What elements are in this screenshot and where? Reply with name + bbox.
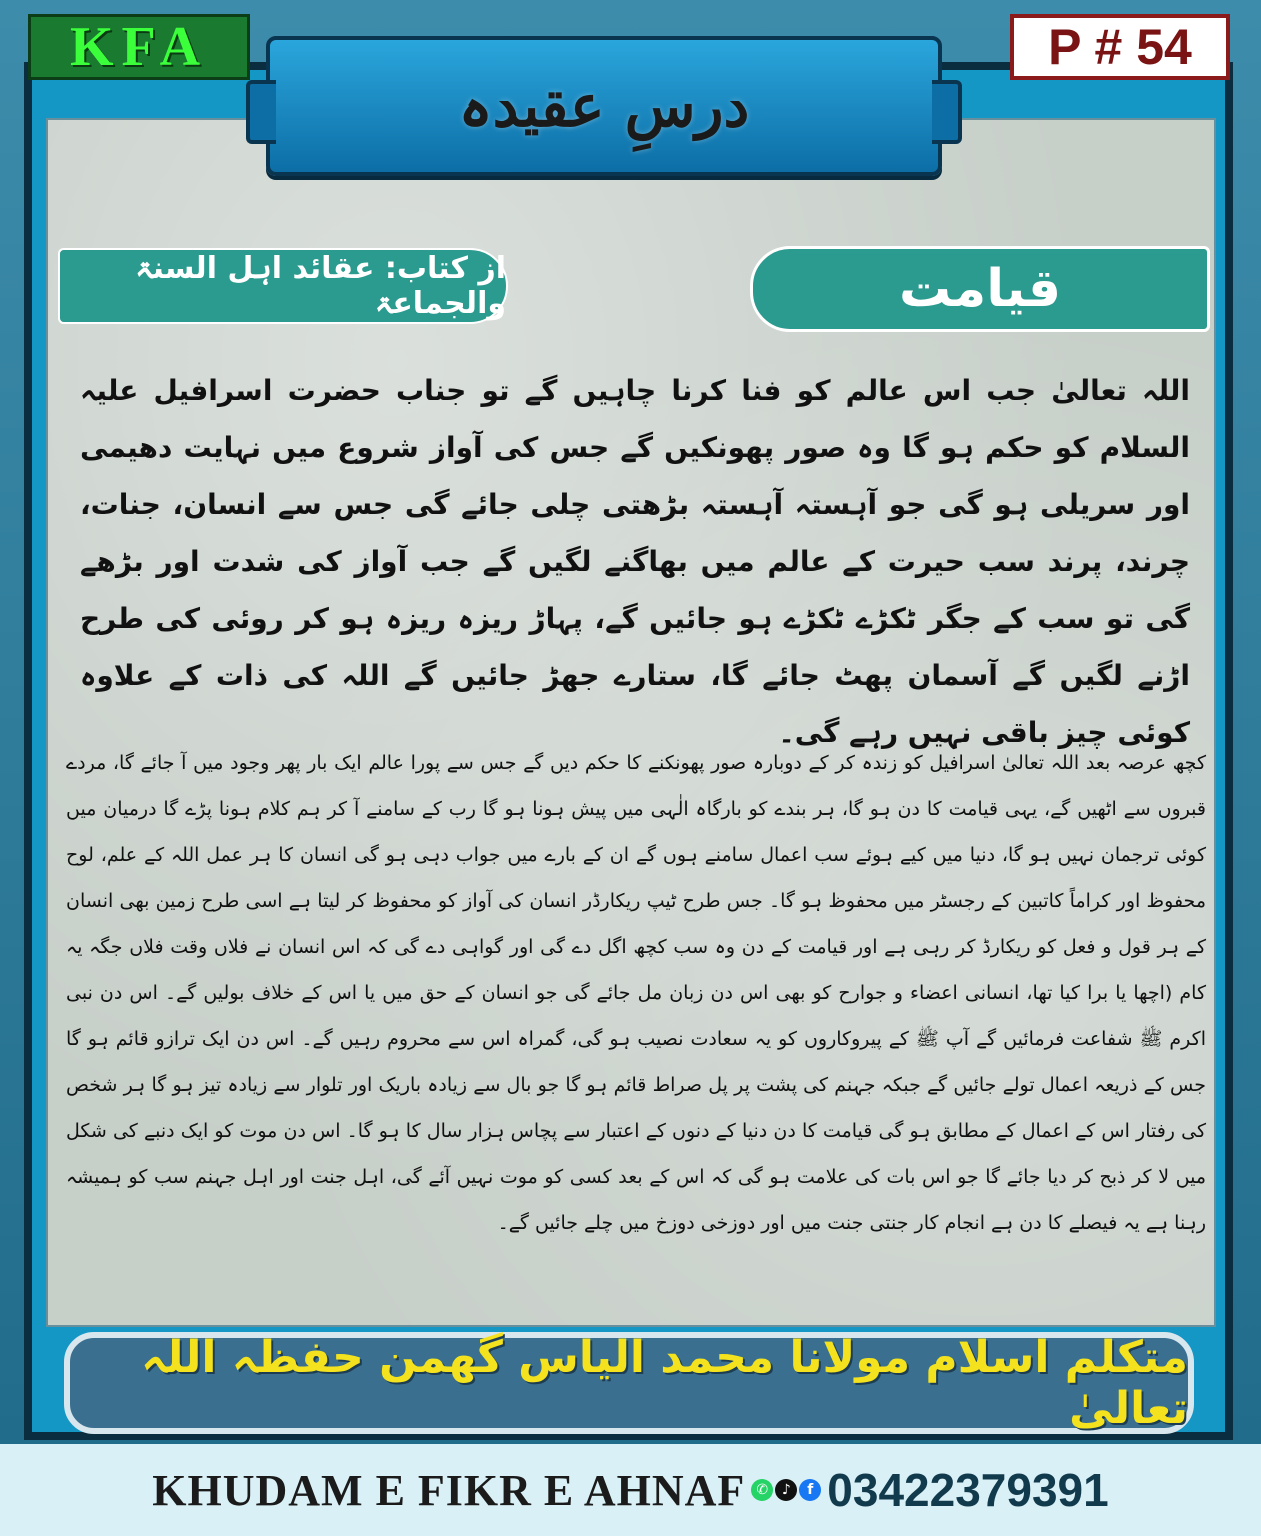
social-icons	[751, 1479, 821, 1501]
title-banner	[266, 36, 942, 176]
topic-tag	[750, 246, 1210, 332]
organization-name: KHUDAM E FIKR E AHNAF	[152, 1465, 746, 1515]
book-source-text: از کتاب: عقائد اہل السنۃ والجماعۃ	[135, 251, 506, 321]
footer-bar	[0, 1444, 1261, 1536]
tiktok-icon: ♪	[775, 1479, 797, 1501]
facebook-icon: f	[799, 1479, 821, 1501]
topic-text: قیامت	[898, 259, 1062, 319]
book-source-tag	[58, 248, 508, 324]
author-name: متکلم اسلام مولانا محمد الیاس گھمن حفظہ اللہ تعالیٰ	[141, 1332, 1188, 1434]
page-number-badge	[1010, 14, 1230, 80]
page-number-text: P # 54	[1048, 19, 1192, 75]
lead-paragraph: اللہ تعالیٰ جب اس عالم کو فنا کرنا چاہیں گے تو جناب حضرت اسرافیل علیہ السلام کو حکم ہو گا وہ صور پھونکیں گے جس کی آواز شروع میں نہایت دھیمی اور سریلی ہو گی جو آہستہ آہستہ بڑھتی چلی جائے گی جس سے انسان، جنات، چرند، پرند سب حیرت کے عالم میں بھاگنے لگیں گے جب آواز کی شدت اور بڑھے گی تو سب کے جگر ٹکڑے ٹکڑے ہو جائیں گے، پہاڑ ریزہ ریزہ ہو کر روئی کی طرح اڑنے لگیں گے آسمان پھٹ جائے گا، ستارے جھڑ جائیں گے اللہ کی ذات کے علاوہ کوئی چیز باقی نہیں رہے گی۔	[80, 374, 1190, 749]
brand-badge	[28, 14, 250, 80]
brand-text: KFA	[69, 16, 209, 78]
phone-number: 03422379391	[827, 1464, 1109, 1516]
body-paragraph: کچھ عرصہ بعد اللہ تعالیٰ اسرافیل کو زندہ کر کے دوبارہ صور پھونکنے کا حکم دیں گے جس سے پورا عالم ایک بار پھر وجود میں آ جائے گا، مردے قبروں سے اٹھیں گے، یہی قیامت کا دن ہو گا، ہر بندے کو بارگاہ الٰہی میں پیش ہونا ہو گا رب کے سامنے آ کر ہم کلام ہونا پڑے گا درمیان میں کوئی ترجمان نہیں ہو گا، دنیا میں کیے ہوئے سب اعمال سامنے ہوں گے ان کے بارے میں جواب دہی ہو گی انسان کا ہر عمل اللہ کے علم، لوح محفوظ اور کراماً کاتبین کے رجسٹر میں محفوظ ہو گا۔ جس طرح ٹیپ ریکارڈر انسان کی آواز کو محفوظ کر لیتا ہے اسی طرح زمین بھی انسان کے ہر قول و فعل کو ریکارڈ کر رہی ہے اور قیامت کے دن وہ سب کچھ اگل دے گی اور گواہی دے گی کہ اس انسان نے فلاں وقت فلاں جگہ یہ کام (اچھا یا برا کیا تھا، انسانی اعضاء و جوارح کو بھی اس دن زبان مل جائے گی جو انسان کے حق میں یا اس کے خلاف بولیں گے۔ اس دن نبی اکرم ﷺ شفاعت فرمائیں گے آپ ﷺ کے پیروکاروں کو یہ سعادت نصیب ہو گی، گمراہ اس سے محروم رہیں گے۔ اس دن ایک ترازو قائم ہو گا جس کے ذریعہ اعمال تولے جائیں گے جبکہ جہنم کی پشت پر پل صراط قائم ہو گا جو بال سے زیادہ باریک اور تلوار سے زیادہ تیز ہو گا ہر شخص کی رفتار اس کے اعمال کے مطابق ہو گی قیامت کا دن دنیا کے دنوں کے اعتبار سے پچاس ہزار سال کا ہو گا۔ اس دن موت کو ایک دنبے کی شکل میں لا کر ذبح کر دیا جائے گا جو اس بات کی علامت ہو گی کہ اس کے بعد کسی کو موت نہیں آئے گی، اہل جنت اور اہل جہنم سب کو ہمیشہ رہنا ہے یہ فیصلے کا دن ہے انجام کار جنتی جنت میں اور دوزخی دوزخ میں چلے جائیں گے۔	[66, 752, 1206, 1234]
whatsapp-icon: ✆	[751, 1479, 773, 1501]
author-banner	[64, 1332, 1194, 1434]
page-title: درسِ عقیدہ	[458, 72, 750, 140]
